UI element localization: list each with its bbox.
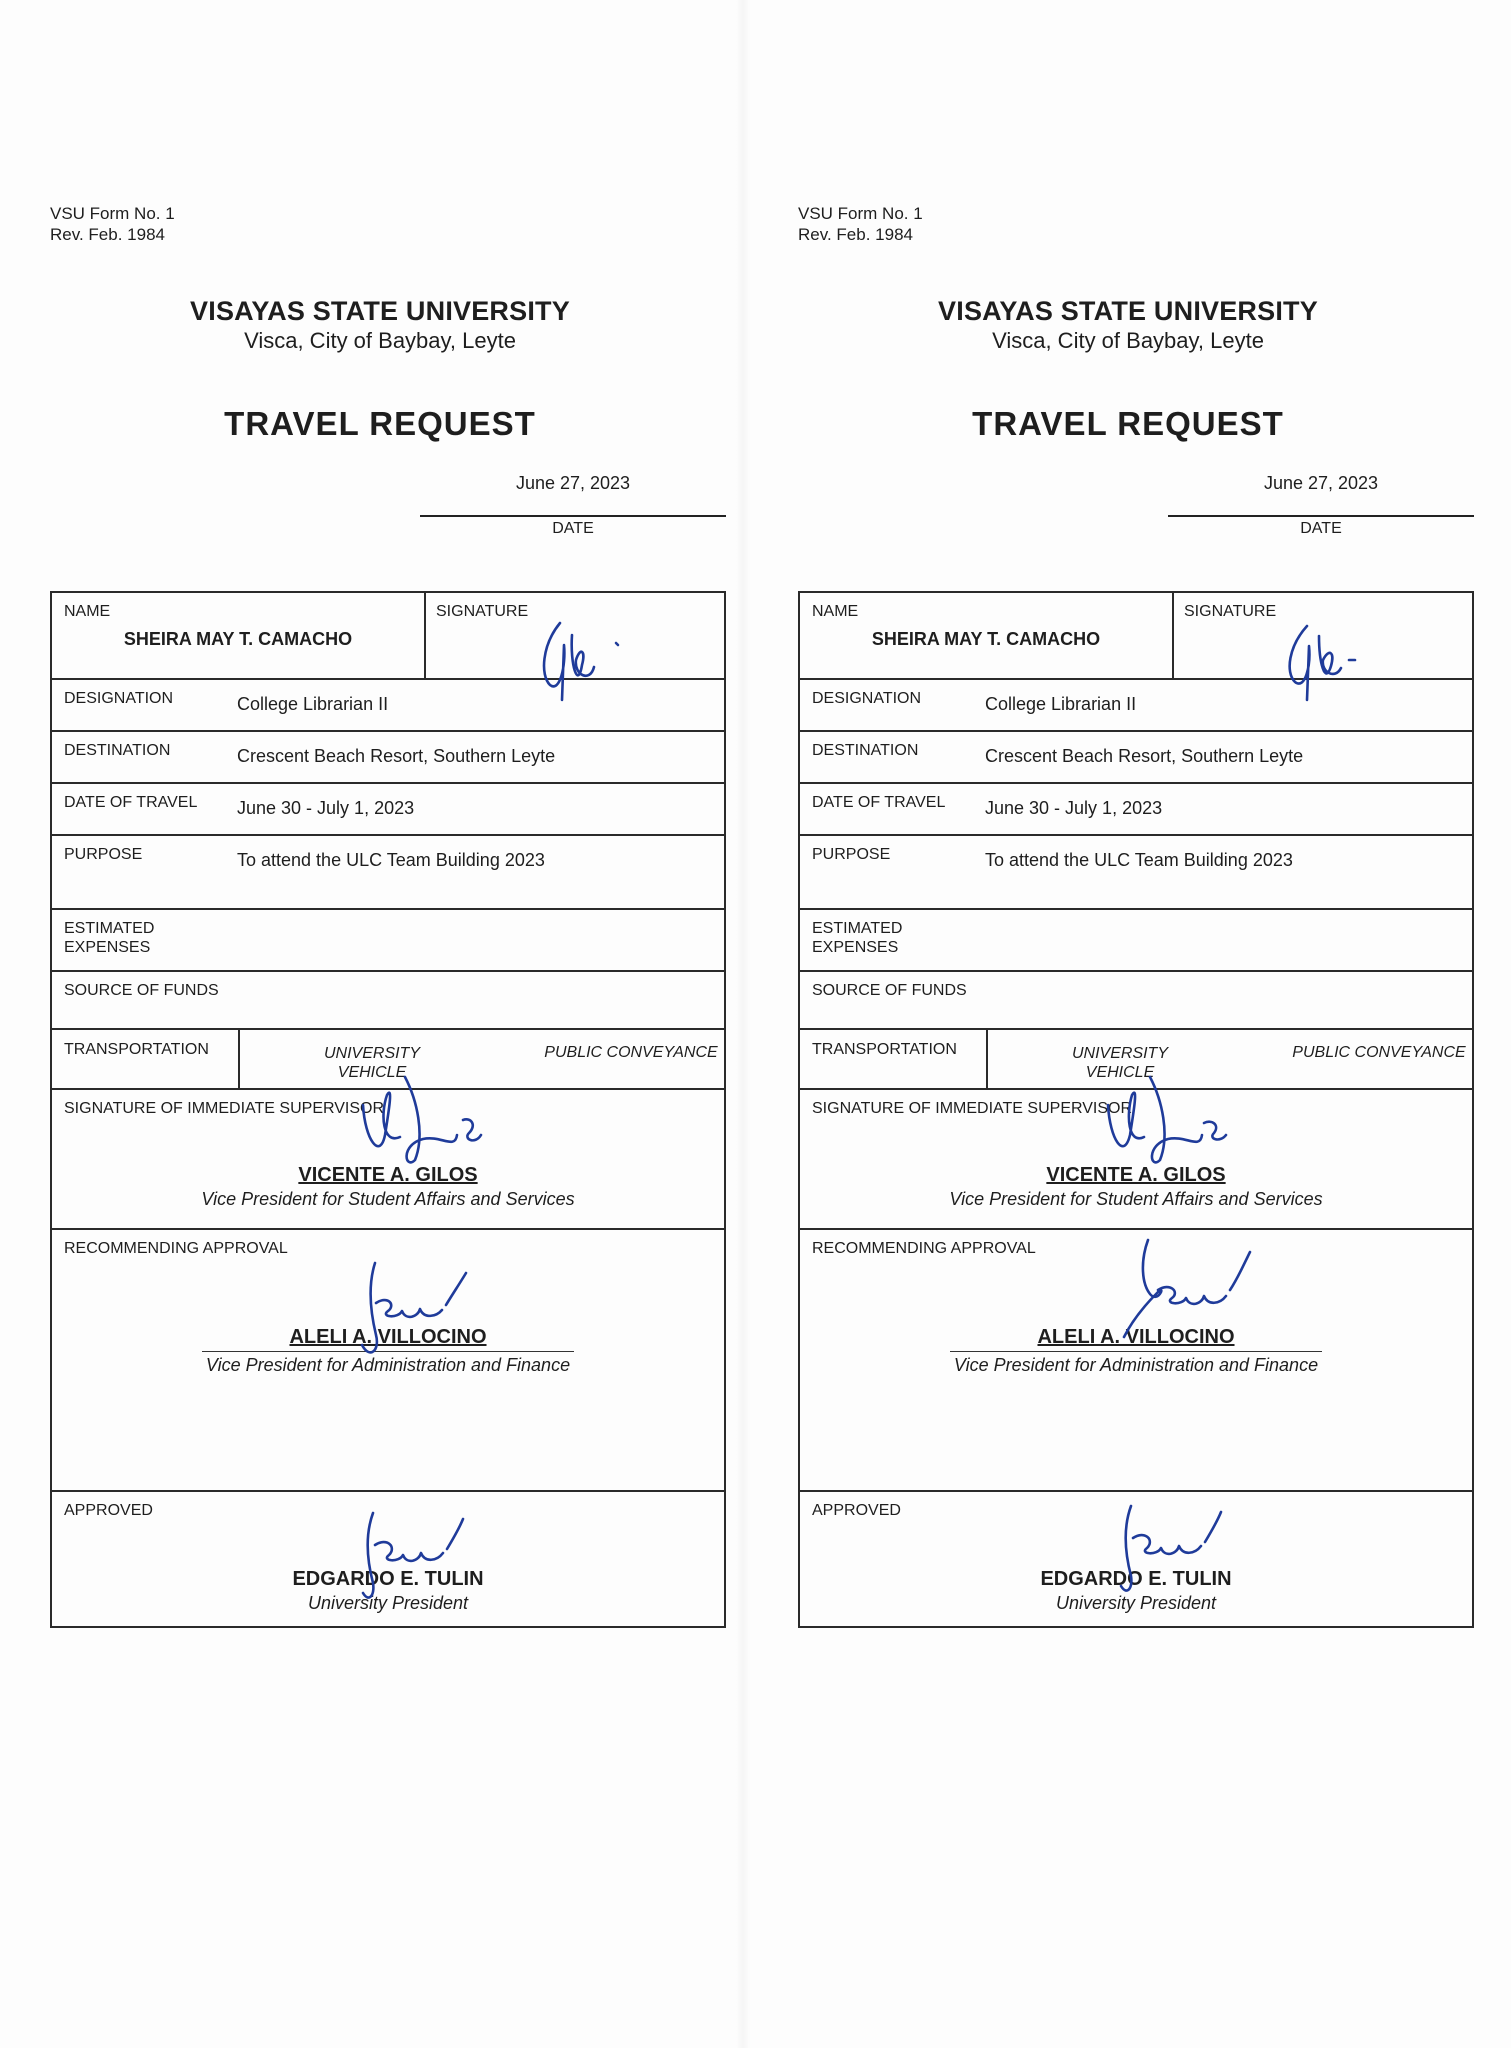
request-date-label: DATE — [1300, 520, 1342, 537]
form-number-label: VSU Form No. 1 — [50, 204, 175, 223]
recommending-position: Vice President for Administration and Finance — [950, 1351, 1322, 1376]
form-title: TRAVEL REQUEST — [972, 405, 1284, 442]
designation-row — [52, 680, 724, 732]
date-of-travel-row — [52, 784, 724, 836]
approved-position: University President — [1055, 1593, 1217, 1613]
purpose-label: PURPOSE — [812, 846, 891, 863]
purpose-label: PURPOSE — [64, 846, 143, 863]
name-value: SHEIRA MAY T. CAMACHO — [871, 629, 1101, 649]
option-university-line1: UNIVERSITY — [323, 1045, 420, 1062]
university-address: Visca, City of Baybay, Leyte — [992, 328, 1264, 353]
estimated-label-line2: EXPENSES — [812, 939, 899, 956]
source-of-funds-label: SOURCE OF FUNDS — [64, 982, 219, 999]
estimated-label-line1: ESTIMATED — [64, 920, 155, 937]
designation-label: DESIGNATION — [812, 690, 922, 707]
date-of-travel-label: DATE OF TRAVEL — [64, 794, 198, 811]
signature-divider — [1172, 593, 1174, 678]
estimated-expenses-row — [800, 910, 1472, 972]
transportation-label: TRANSPORTATION — [812, 1041, 957, 1058]
option-university-line1: UNIVERSITY — [1071, 1045, 1168, 1062]
transportation-row — [52, 1030, 724, 1090]
signature-divider — [424, 593, 426, 678]
form-number — [798, 203, 923, 245]
supervisor-signatory — [800, 1164, 1472, 1210]
source-of-funds-row — [800, 972, 1472, 1030]
request-date-value: June 27, 2023 — [515, 473, 631, 493]
recommending-approval-row — [52, 1230, 724, 1492]
university-address: Visca, City of Baybay, Leyte — [244, 328, 516, 353]
purpose-row — [800, 836, 1472, 910]
signature-label: SIGNATURE — [436, 603, 529, 620]
option-university-vehicle — [1040, 1044, 1200, 1082]
option-public-conveyance: PUBLIC CONVEYANCE — [544, 1044, 718, 1061]
date-of-travel-value: June 30 - July 1, 2023 — [237, 798, 415, 818]
designation-value: College Librarian II — [237, 694, 389, 714]
recommending-position: Vice President for Administration and Finance — [202, 1351, 574, 1376]
request-table — [50, 591, 726, 1628]
destination-label: DESTINATION — [812, 742, 919, 759]
approved-position: University President — [307, 1593, 469, 1613]
designation-label: DESIGNATION — [64, 690, 174, 707]
option-public-conveyance: PUBLIC CONVEYANCE — [1292, 1044, 1466, 1061]
form-revision: Rev. Feb. 1984 — [50, 225, 165, 244]
form-revision: Rev. Feb. 1984 — [798, 225, 913, 244]
destination-row — [52, 732, 724, 784]
source-of-funds-row — [52, 972, 724, 1030]
form-number-label: VSU Form No. 1 — [798, 204, 923, 223]
approved-signatory — [52, 1568, 724, 1614]
transportation-divider — [238, 1030, 240, 1088]
transportation-row — [800, 1030, 1472, 1090]
recommending-approval-row — [800, 1230, 1472, 1492]
estimated-label-line2: EXPENSES — [64, 939, 151, 956]
supervisor-signatory — [52, 1164, 724, 1210]
supervisor-position: Vice President for Student Affairs and Services — [201, 1189, 575, 1209]
estimated-expenses-row — [52, 910, 724, 972]
destination-row — [800, 732, 1472, 784]
name-value: SHEIRA MAY T. CAMACHO — [123, 629, 353, 649]
recommending-name: ALELI A. VILLOCINO — [289, 1326, 487, 1348]
approved-label: APPROVED — [812, 1502, 901, 1519]
approved-label: APPROVED — [64, 1502, 153, 1519]
purpose-row — [52, 836, 724, 910]
name-label: NAME — [64, 603, 111, 620]
supervisor-name: VICENTE A. GILOS — [298, 1164, 478, 1186]
estimated-expenses-label — [64, 919, 154, 957]
name-row — [52, 593, 724, 680]
designation-row — [800, 680, 1472, 732]
approved-row — [52, 1492, 724, 1626]
supervisor-row — [800, 1090, 1472, 1230]
supervisor-position: Vice President for Student Affairs and Services — [949, 1189, 1323, 1209]
estimated-label-line1: ESTIMATED — [812, 920, 903, 937]
recommending-name: ALELI A. VILLOCINO — [1037, 1326, 1235, 1348]
recommending-approval-label: RECOMMENDING APPROVAL — [64, 1240, 288, 1257]
date-underline — [1168, 515, 1474, 517]
name-label: NAME — [812, 603, 859, 620]
recommending-signatory — [52, 1326, 724, 1376]
estimated-expenses-label — [812, 919, 902, 957]
approved-row — [800, 1492, 1472, 1626]
option-university-vehicle — [292, 1044, 452, 1082]
travel-request-form-duplicate — [748, 0, 1468, 2048]
destination-label: DESTINATION — [64, 742, 171, 759]
request-date-value: June 27, 2023 — [1263, 473, 1379, 493]
date-of-travel-row — [800, 784, 1472, 836]
date-of-travel-label: DATE OF TRAVEL — [812, 794, 946, 811]
form-number — [50, 203, 175, 245]
transportation-divider — [986, 1030, 988, 1088]
date-of-travel-value: June 30 - July 1, 2023 — [985, 798, 1163, 818]
designation-value: College Librarian II — [985, 694, 1137, 714]
university-name: VISAYAS STATE UNIVERSITY — [938, 296, 1318, 326]
transportation-label: TRANSPORTATION — [64, 1041, 209, 1058]
supervisor-name: VICENTE A. GILOS — [1046, 1164, 1226, 1186]
request-date-label: DATE — [552, 520, 594, 537]
purpose-value: To attend the ULC Team Building 2023 — [985, 850, 1293, 870]
request-table — [798, 591, 1474, 1628]
recommending-signatory — [800, 1326, 1472, 1376]
destination-value: Crescent Beach Resort, Southern Leyte — [237, 746, 556, 766]
option-university-line2: VEHICLE — [1085, 1064, 1155, 1081]
signature-label: SIGNATURE — [1184, 603, 1277, 620]
travel-request-form-original — [0, 0, 720, 2048]
supervisor-label: SIGNATURE OF IMMEDIATE SUPERVISOR — [64, 1100, 385, 1117]
name-row — [800, 593, 1472, 680]
source-of-funds-label: SOURCE OF FUNDS — [812, 982, 967, 999]
recommending-approval-label: RECOMMENDING APPROVAL — [812, 1240, 1036, 1257]
approved-name: EDGARDO E. TULIN — [292, 1568, 484, 1590]
supervisor-label: SIGNATURE OF IMMEDIATE SUPERVISOR — [812, 1100, 1133, 1117]
option-university-line2: VEHICLE — [337, 1064, 407, 1081]
date-underline — [420, 515, 726, 517]
supervisor-row — [52, 1090, 724, 1230]
university-name: VISAYAS STATE UNIVERSITY — [190, 296, 570, 326]
purpose-value: To attend the ULC Team Building 2023 — [237, 850, 545, 870]
destination-value: Crescent Beach Resort, Southern Leyte — [985, 746, 1304, 766]
approved-signatory — [800, 1568, 1472, 1614]
form-title: TRAVEL REQUEST — [224, 405, 536, 442]
approved-name: EDGARDO E. TULIN — [1040, 1568, 1232, 1590]
